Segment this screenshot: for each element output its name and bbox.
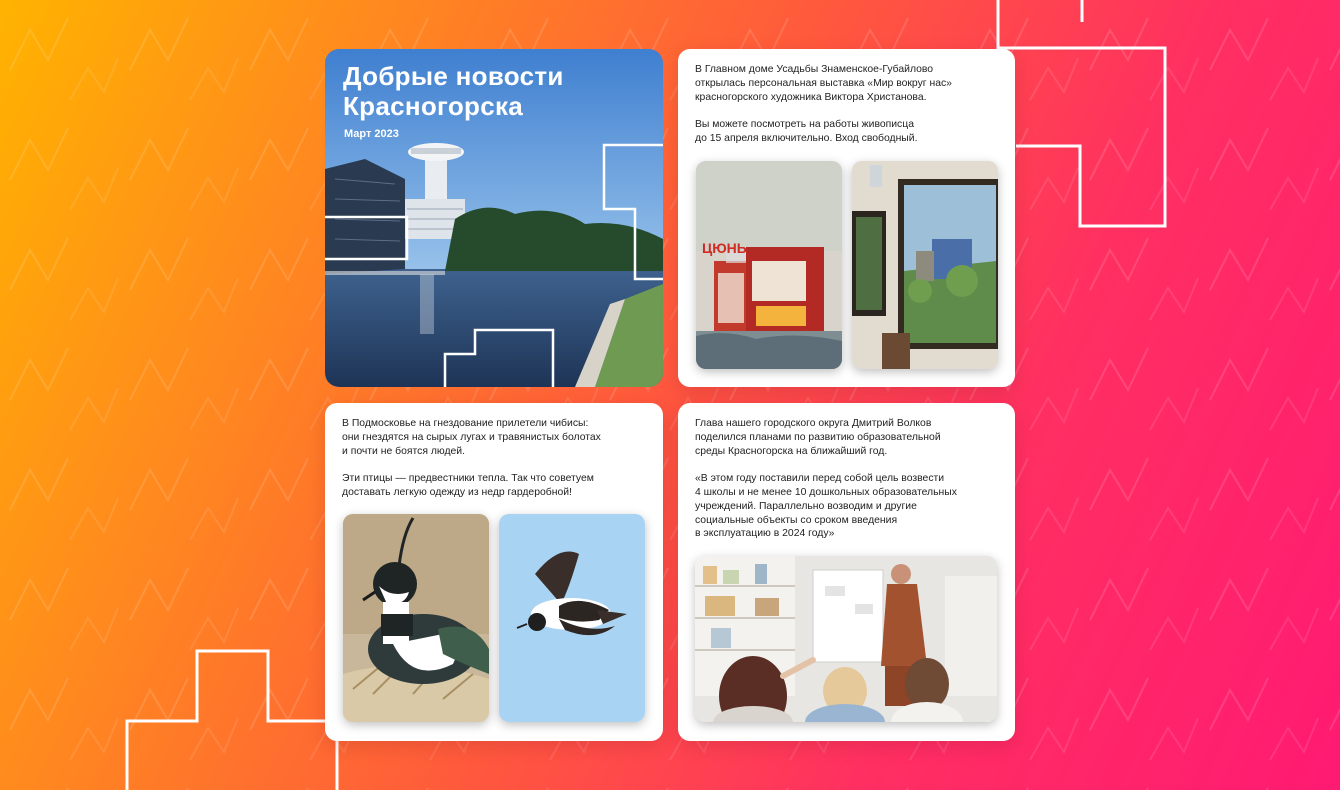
painting-sign-text: ЦЮНЬ: [702, 240, 747, 256]
cover-title: Добрые новости Красногорска: [343, 61, 564, 121]
news-card-exhibition: [678, 49, 1015, 387]
news-paragraph: В Главном доме Усадьбы Знаменское-Губайлово открылась персональная выставка «Мир вокруг нас» красногорского художника Виктора Христанова.: [695, 64, 952, 103]
news-card-education: [678, 403, 1015, 741]
news-paragraph: Глава нашего городского округа Дмитрий Волков поделился планами по развитию образовательной среды Красногорска на ближайший год.: [695, 418, 941, 457]
news-text: [695, 417, 1003, 541]
news-paragraph: «В этом году поставили перед собой цель возвести 4 школы и не менее 10 дошкольных образовательных учреждений. Параллельно возводим и другие социальные объекты со сроком введения в эксплуатацию в 2024 году»: [695, 473, 957, 540]
lapwing-flying-image: [499, 514, 645, 722]
lapwing-closeup-image: [343, 514, 489, 722]
news-card-lapwings: [325, 403, 663, 741]
cover-date: Март 2023: [344, 128, 399, 140]
news-paragraph: В Подмосковье на гнездование прилетели чибисы: они гнездятся на сырых лугах и травянистых болотах и почти не боятся людей.: [342, 418, 601, 457]
classroom-image: [695, 556, 997, 722]
news-text: [342, 417, 651, 500]
paintings-on-wall-image: [852, 161, 998, 369]
news-paragraph: Эти птицы — предвестники тепла. Так что советуем доставать легкую одежду из недр гардеробной!: [342, 473, 594, 498]
news-paragraph: Вы можете посмотреть на работы живописца до 15 апреля включительно. Вход свободный.: [695, 119, 918, 144]
cover-card: [325, 49, 663, 387]
painting-shopping-center-image: [696, 161, 842, 369]
news-text: [695, 63, 1003, 146]
